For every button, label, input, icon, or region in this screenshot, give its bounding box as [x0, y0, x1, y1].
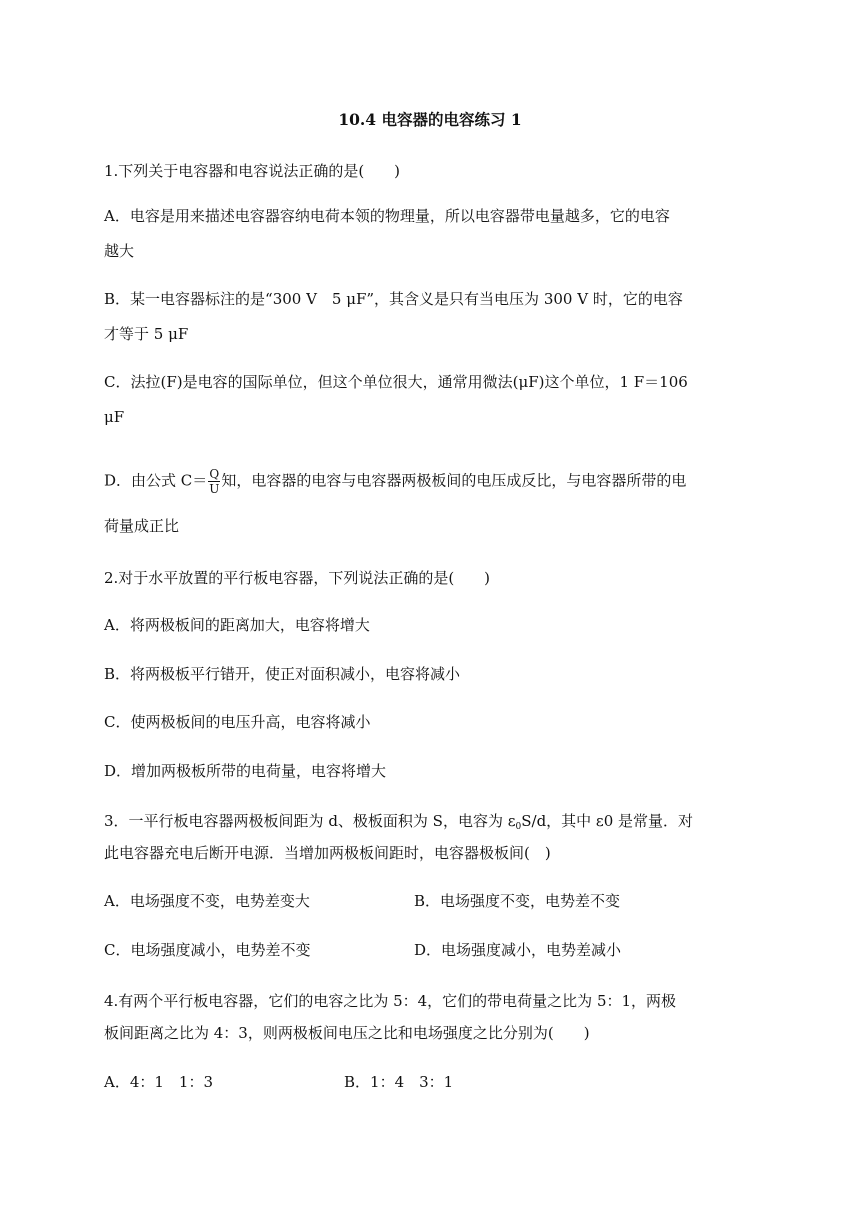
option-d-prefix: D．由公式 C＝ [104, 471, 208, 490]
question-2-option-b: B．将两极板平行错开，使正对面积减小，电容将减小 [104, 665, 461, 683]
question-4-option-b: B．1：4 3：1 [344, 1073, 454, 1091]
question-3-option-c: C．电场强度减小，电势差不变 [104, 941, 311, 959]
question-3-option-a: A．电场强度不变，电势差变大 [104, 892, 310, 910]
question-1-option-a-line-2: 越大 [104, 242, 135, 260]
question-4-stem-line-2: 板间距离之比为 4：3，则两极板间电压之比和电场强度之比分别为( ) [104, 1024, 590, 1042]
question-2-stem: 2.对于水平放置的平行板电容器，下列说法正确的是( ) [104, 569, 491, 587]
question-1-option-a-line-1: A．电容是用来描述电容器容纳电荷本领的物理量，所以电容器带电量越多，它的电容 [104, 207, 670, 225]
question-3-stem-text: 3．一平行板电容器两极板间距为 d、极板面积为 S，电容为 ε [104, 812, 516, 830]
question-1-option-b-line-1: B．某一电容器标注的是“300 V 5 μF”，其含义是只有当电压为 300 V 时，它的电容 [104, 290, 683, 308]
question-1-option-b-line-2: 才等于 5 μF [104, 325, 189, 343]
question-1-option-c-line-2: μF [104, 408, 125, 426]
question-2-option-a: A．将两极板间的距离加大，电容将增大 [104, 616, 370, 634]
question-1-option-c-line-1: C．法拉(F)是电容的国际单位，但这个单位很大，通常用微法(μF)这个单位，1 F＝106 [104, 373, 688, 391]
question-4-option-a: A．4：1 1：3 [104, 1073, 214, 1091]
question-2-option-d: D．增加两极板所带的电荷量，电容将增大 [104, 762, 387, 780]
fraction-denominator: U [209, 482, 220, 496]
question-1-option-d-line-2: 荷量成正比 [104, 517, 180, 535]
formula-fraction [208, 467, 220, 496]
question-2-option-c: C．使两极板间的电压升高，电容将减小 [104, 713, 371, 731]
question-1-stem: 1.下列关于电容器和电容说法正确的是( ) [104, 162, 401, 180]
question-3-stem-line-1 [104, 810, 693, 838]
option-d-suffix: 知，电容器的电容与电容器两极板间的电压成反比，与电容器所带的电 [221, 471, 687, 490]
question-3-option-d: D．电场强度减小，电势差减小 [414, 941, 622, 959]
question-4-stem-line-1: 4.有两个平行板电容器，它们的电容之比为 5：4，它们的带电荷量之比为 5：1，两极 [104, 992, 677, 1010]
epsilon-subscript: 0 [515, 822, 522, 832]
question-3-stem-line-2: 此电容器充电后断开电源．当增加两极板间距时，电容器极板间( ) [104, 844, 551, 862]
question-1-option-d-line-1 [104, 467, 686, 496]
page-title: 10.4 电容器的电容练习 1 [338, 110, 522, 129]
question-3-stem-text-end: S/d，其中 ε0 是常量．对 [521, 812, 694, 830]
fraction-numerator: Q [209, 467, 220, 481]
question-3-option-b: B．电场强度不变，电势差不变 [414, 892, 621, 910]
